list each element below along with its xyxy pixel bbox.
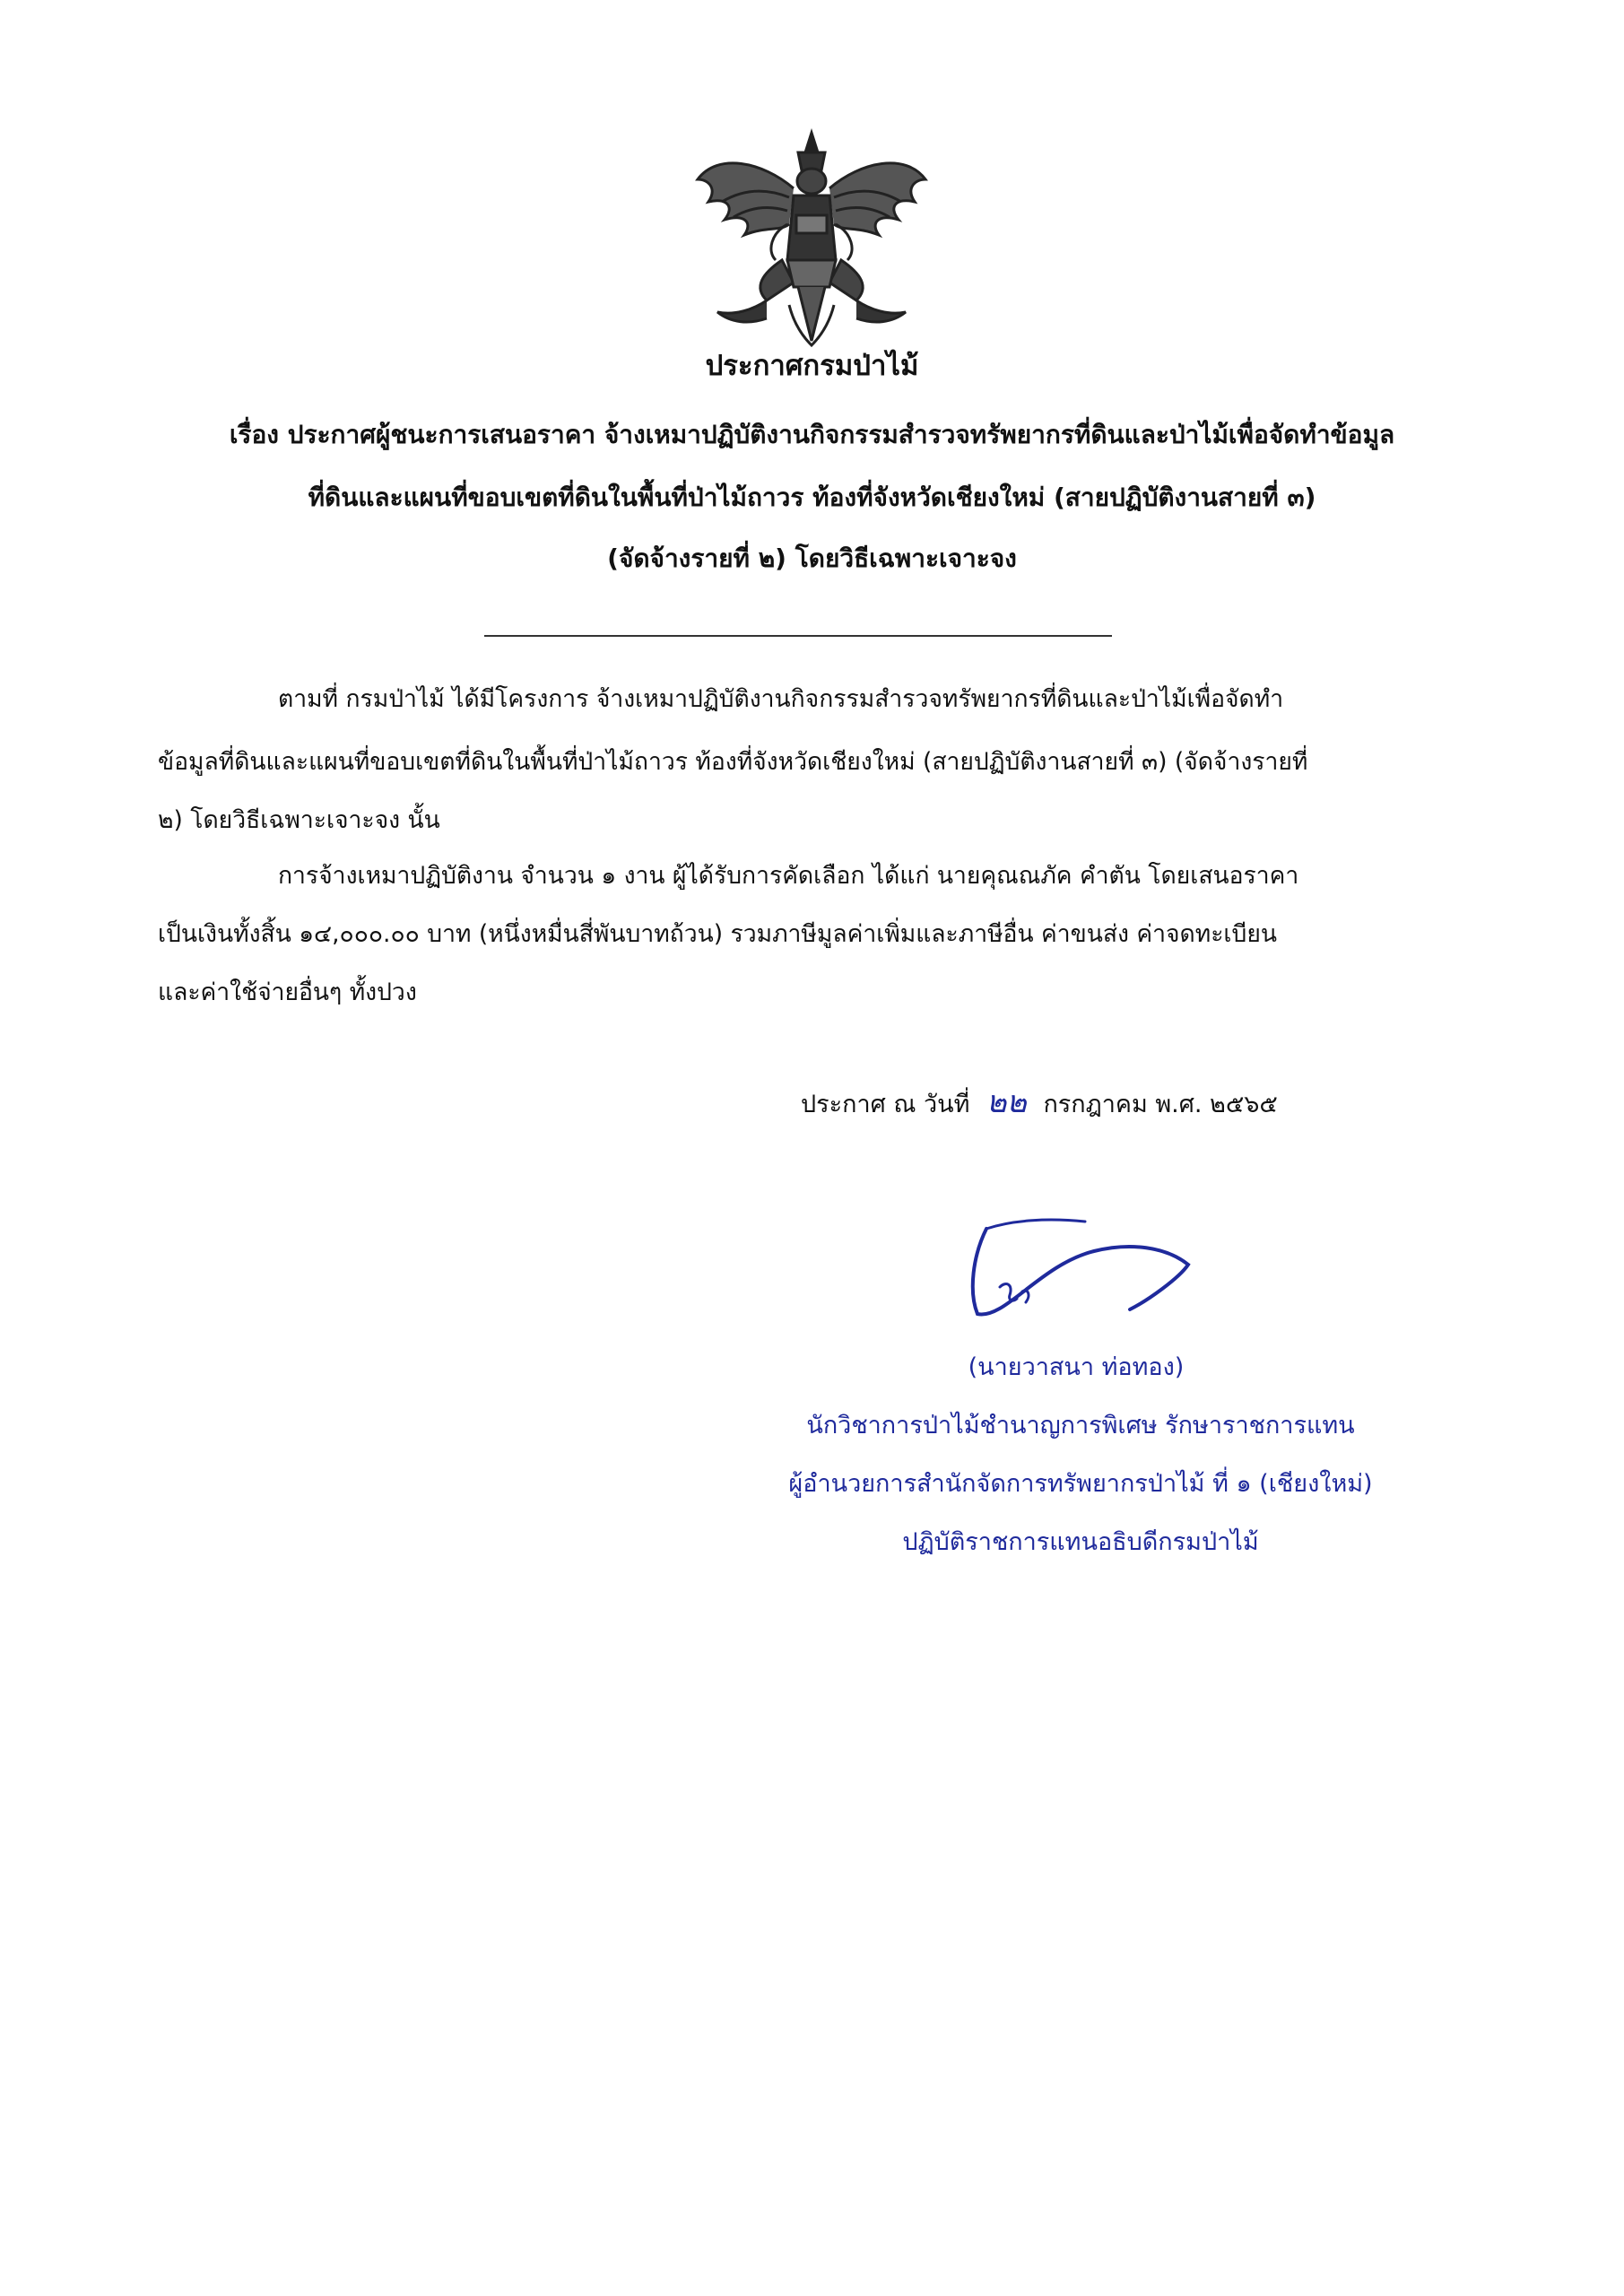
paragraph2-line-3: และค่าใช้จ่ายอื่นๆ ทั้งปวง	[158, 978, 417, 1006]
signatory-position-line-2: ผู้อำนวยการสำนักจัดการทรัพยากรป่าไม้ ที่ ๑ (เชียงใหม่)	[788, 1470, 1373, 1498]
date-prefix: ประกาศ ณ วันที่	[801, 1091, 970, 1118]
separator-line	[484, 635, 1112, 637]
date-suffix: กรกฎาคม พ.ศ. ๒๕๖๕	[1043, 1091, 1278, 1118]
subject-line-2: ที่ดินและแผนที่ขอบเขตที่ดินในพื้นที่ป่าไม้ถาวร ท้องที่จังหวัดเชียงใหม่ (สายปฏิบัติงานสายที่ ๓)	[308, 483, 1316, 512]
paragraph1-line-3: ๒) โดยวิธีเฉพาะเจาะจง นั้น	[158, 806, 440, 834]
signatory-position-line-3: ปฏิบัติราชการแทนอธิบดีกรมป่าไม้	[902, 1528, 1259, 1556]
paragraph2-line-2: เป็นเงินทั้งสิ้น ๑๔,๐๐๐.๐๐ บาท (หนึ่งหมื่นสี่พันบาทถ้วน) รวมภาษีมูลค่าเพิ่มและภาษีอื่น ค่าขนส่ง ค่าจดทะเบียน	[158, 920, 1277, 948]
subject-line-3: (จัดจ้างรายที่ ๒) โดยวิธีเฉพาะเจาะจง	[607, 544, 1017, 573]
page-title: ประกาศกรมป่าไม้	[705, 350, 919, 382]
paragraph1-line-1: ตามที่ กรมป่าไม้ ได้มีโครงการ จ้างเหมาปฏิบัติงานกิจกรรมสำรวจทรัพยากรที่ดินและป่าไม้เพื่อจัดทำ	[278, 685, 1284, 713]
subject-line-1: เรื่อง ประกาศผู้ชนะการเสนอราคา จ้างเหมาปฏิบัติงานกิจกรรมสำรวจทรัพยากรที่ดินและป่าไม้เพื่อจัดทำข้อมูล	[229, 420, 1395, 449]
garuda-emblem-icon	[682, 126, 942, 350]
paragraph1-line-2: ข้อมูลที่ดินและแผนที่ขอบเขตที่ดินในพื้นที่ป่าไม้ถาวร ท้องที่จังหวัดเชียงใหม่ (สายปฏิบัติงานสายที่ ๓) (จัดจ้างรายที่	[158, 748, 1308, 776]
signatory-position-line-1: นักวิชาการป่าไม้ชำนาญการพิเศษ รักษาราชการแทน	[806, 1412, 1355, 1439]
handwritten-signature-icon	[951, 1202, 1202, 1336]
signatory-name: (นายวาสนา ท่อทอง)	[968, 1353, 1185, 1381]
announcement-date	[801, 1083, 1278, 1125]
date-day: ๒๒	[986, 1084, 1027, 1120]
paragraph2-line-1: การจ้างเหมาปฏิบัติงาน จำนวน ๑ งาน ผู้ได้รับการคัดเลือก ได้แก่ นายคุณณภัค คำตัน โดยเสนอราคา	[278, 862, 1299, 890]
